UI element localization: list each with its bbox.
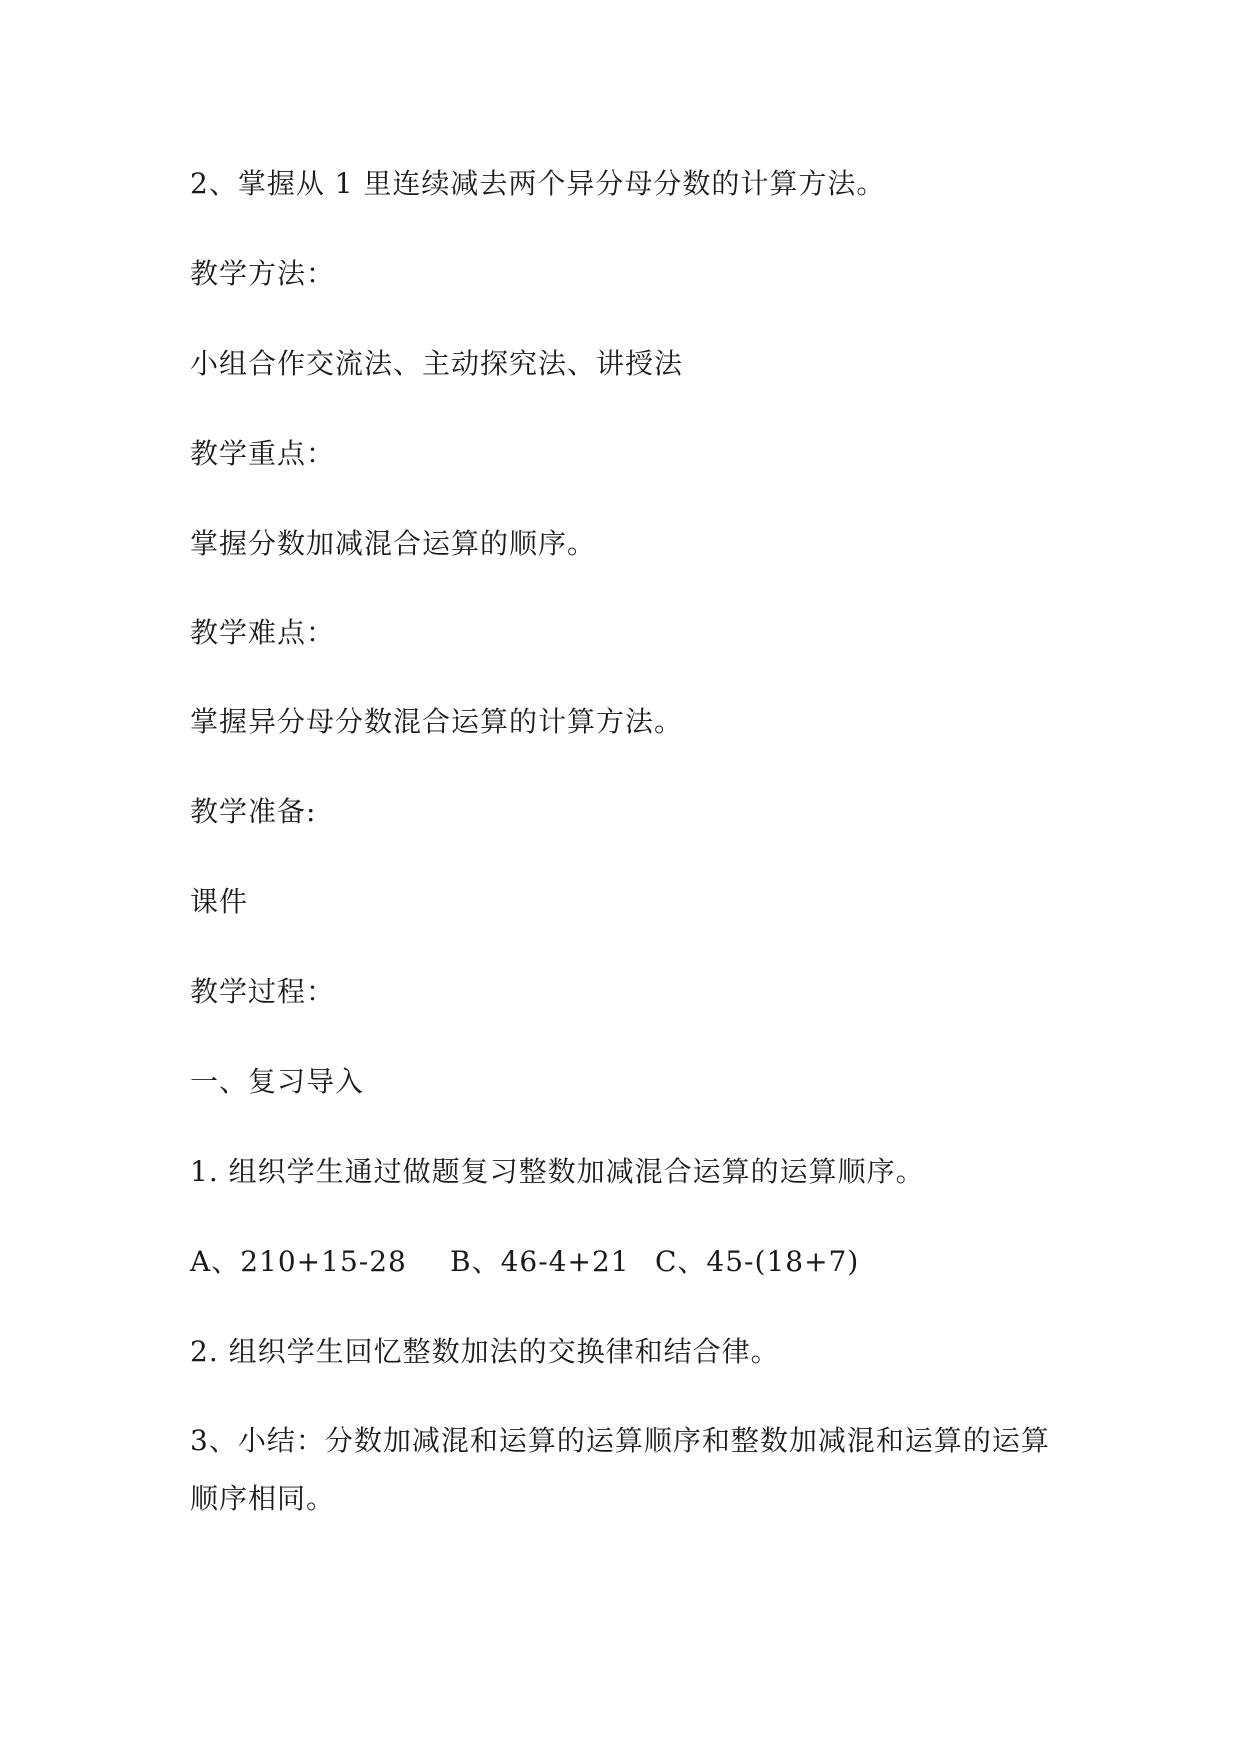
heading-teaching-method: 教学方法： (190, 257, 336, 290)
preparation-text: 课件 (190, 885, 249, 918)
heading-key-point: 教学重点： (190, 437, 336, 470)
equation-a: A、210+15-28 (190, 1245, 407, 1278)
equation-b: B、46-4+21 (450, 1245, 630, 1278)
step-1: 1. 组织学生通过做题复习整数加减混合运算的运算顺序。 (190, 1155, 925, 1188)
heading-preparation: 教学准备: (190, 795, 317, 828)
heading-difficulty: 教学难点： (190, 616, 336, 649)
key-point-text: 掌握分数加减混合运算的顺序。 (190, 527, 597, 560)
teaching-method-text: 小组合作交流法、主动探究法、讲授法 (190, 347, 684, 380)
difficulty-text: 掌握异分母分数混合运算的计算方法。 (190, 705, 684, 738)
equation-c: C、45-(18+7) (655, 1245, 860, 1278)
objective-2: 2、掌握从 1 里连续减去两个异分母分数的计算方法。 (190, 167, 886, 200)
step-2: 2. 组织学生回忆整数加法的交换律和结合律。 (190, 1335, 780, 1368)
heading-teaching-process: 教学过程： (190, 975, 336, 1008)
section-review-intro: 一、复习导入 (190, 1065, 365, 1098)
equations-row (190, 1242, 859, 1282)
step-3-summary: 3、小结：分数加减混和运算的运算顺序和整数加减混和运算的运算顺序相同。 (190, 1424, 1050, 1515)
